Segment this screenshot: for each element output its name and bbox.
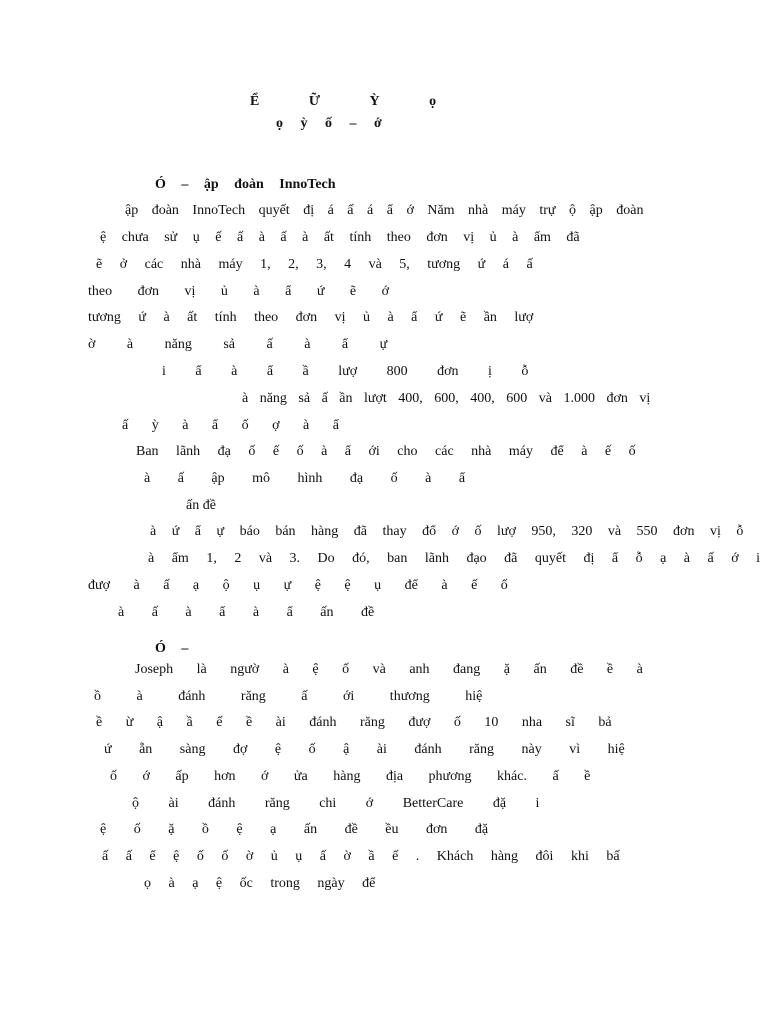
case1-line: ẽ ở các nhà máy 1, 2, 3, 4 và 5, tương ứ á ấ	[96, 257, 533, 272]
case1-heading: Ó – ập đoàn InnoTech	[155, 177, 336, 192]
case1-line: ập đoàn InnoTech quyết đị á ấ á ẩ ớ Năm nhà máy trự ộ ập đoàn	[125, 203, 644, 218]
case2-line: ứ ẵn sàng đợ ệ ố ậ ài đánh răng này vì hiệ	[104, 742, 625, 757]
case1-line: à ẩm 1, 2 và 3. Do đó, ban lãnh đạo đã quyết đị ẩ ỗ ạ à ấ ớ i	[148, 551, 761, 566]
case2-line: ồ à đánh răng ấ ới thương hiệ	[94, 689, 483, 704]
document-title: Ể Ữ Ỳ ọ	[250, 94, 437, 109]
case2-heading: Ó –	[155, 641, 189, 656]
case1-line: à ấ ập mô hình đạ ố à ẩ	[144, 471, 466, 486]
case2-line: ộ ài đánh răng chi ớ BetterCare đặ i	[132, 796, 540, 811]
case1-line: à năng sả ấ ần lượt 400, 600, 400, 600 và 1.000 đơn vị	[242, 391, 651, 406]
case1-line: ấ ỳ à ẩ ố ợ à ẩ	[122, 418, 339, 433]
case2-line: ề ừ ậ ầ ế ề ài đánh răng đượ ố 10 nha sĩ bả	[96, 715, 612, 730]
case1-line: à ứ ẩ ự báo bán hàng đã thay đổ ớ ố lượ 950, 320 và 550 đơn vị ỗ	[150, 524, 744, 539]
case1-line: tương ứ à ất tính theo đơn vị ủ à ẩ ứ ẽ ần lượ	[88, 310, 534, 325]
case2-line: ố ớ ấp hơn ớ ửa hàng địa phương khác. ấ ề	[110, 769, 591, 784]
case1-line: i ẩ à ẩ ầ lượ 800 đơn ị ỗ	[162, 364, 529, 379]
case1-line: ấn đề	[186, 498, 216, 513]
case1-line: à ấ à ẩ à ẩ ấn đề	[118, 605, 375, 620]
case1-line: Ban lãnh đạ ố ế ố à ẩ ới cho các nhà máy để à ế ố	[136, 444, 636, 459]
case1-line: ệ chưa sử ụ ế ấ à ấ à ất tính theo đơn vị ủ à ẩm đã	[100, 230, 580, 245]
case1-line: đượ à ấ ạ ộ ụ ự ệ ệ ụ để à ế ố	[88, 578, 508, 593]
case1-line: theo đơn vị ủ à ẩ ứ ẽ ớ	[88, 284, 390, 299]
document-subtitle: ọ ỳ ố – ớ	[276, 116, 382, 131]
case1-line: ờ à năng sả ấ à ẩ ự	[88, 337, 388, 352]
case2-line: ệ ố ặ ồ ệ ạ ấn đề ều đơn đặ	[100, 822, 489, 837]
case2-line: ọ à ạ ệ ốc trong ngày để	[144, 876, 376, 891]
case2-line: Joseph là ngườ à ệ ố và anh đang ặ ấn đề ề à	[135, 662, 643, 677]
case2-line: ấ ấ ể ệ ố ố ờ ủ ụ ấ ờ ầ ế . Khách hàng đôi khi bấ	[102, 849, 620, 864]
